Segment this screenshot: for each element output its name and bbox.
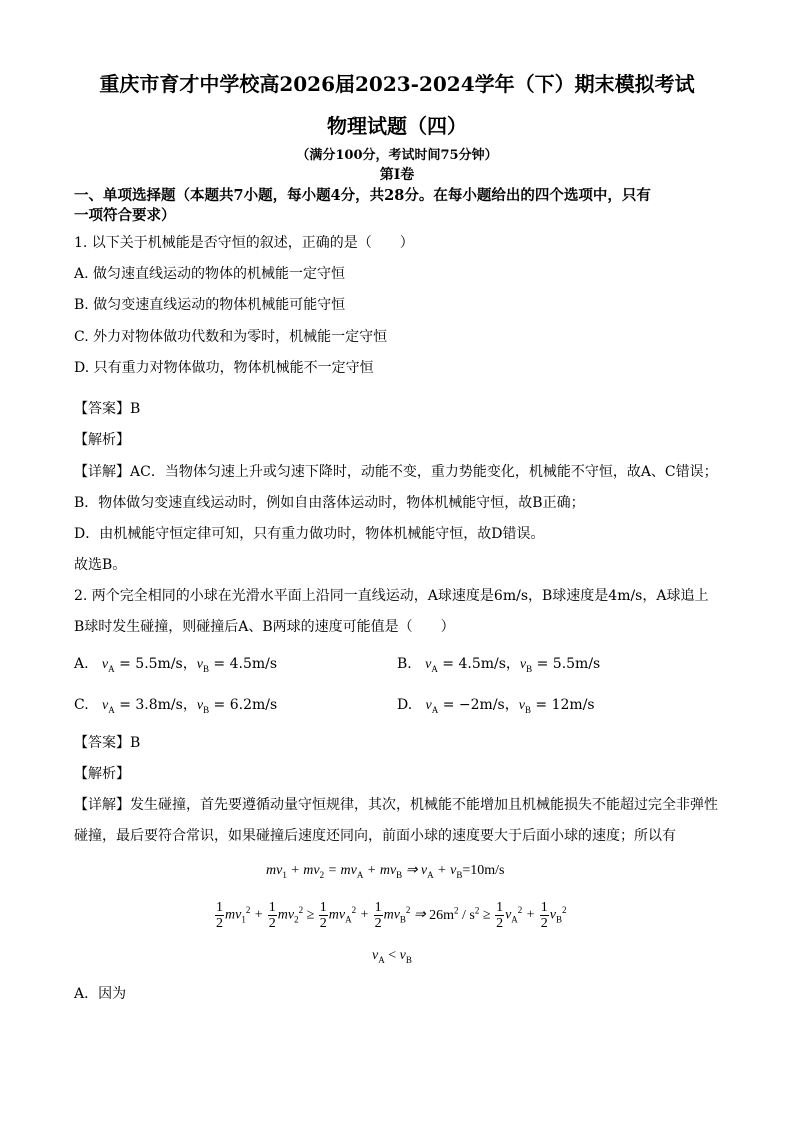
q2-detail-line1: 【详解】发生碰撞，首先要遵循动量守恒规律，其次，机械能不能增加且机械能损失不能超过完全非弹性 [74, 797, 718, 813]
q2-answer: 【答案】B [74, 735, 141, 751]
q1-option-c: C. 外力对物体做功代数和为零时，机械能一定守恒 [74, 329, 388, 345]
section-heading-line1: 一、单项选择题（本题共7小题，每小题4分，共28分。在每小题给出的四个选项中，只有 [74, 187, 651, 204]
q2-option-a-vb: 4.5m/s [229, 656, 278, 672]
q2-option-d: D. $v_A = -2m/s$，$v_B = 12m/s$ [397, 697, 595, 715]
q1-detail-line3: D．由机械能守恒定律可知，只有重力做功时，物体机械能守恒，故D错误。 [74, 526, 545, 542]
q1-detail-line4: 故选B。 [74, 557, 127, 573]
q2-option-c-va: 3.8m/s [135, 697, 183, 713]
q2-option-c-label: C. [74, 697, 89, 713]
q2-option-d-va: −2m/s [458, 697, 505, 713]
q2-option-c-vb: 6.2m/s [229, 697, 278, 713]
q2-option-b-label: B. [397, 656, 412, 672]
q1-answer: 【答案】B [74, 401, 141, 417]
velocity-order-inequality: $v_A < v_B$ [372, 948, 412, 965]
q2-option-b-va: 4.5m/s [458, 656, 506, 672]
volume-label: 第Ⅰ卷 [379, 167, 415, 183]
q2-option-a-va: 5.5m/s [135, 656, 183, 672]
momentum-equation: $mv_1 + mv_2 = mv_A + mv_B$ ⇒ $v_A + v_B=10m/s$ [266, 863, 505, 880]
momentum-equation-result: =10m/s [462, 863, 505, 878]
q2-stem-line1: 2. 两个完全相同的小球在光滑水平面上沿同一直线运动，A球速度是6m/s，B球速度是4m/s，A球追上 [74, 588, 709, 604]
q2-option-d-label: D. [397, 697, 413, 713]
q2-analysis-label: 【解析】 [74, 766, 130, 782]
q2-stem-line2: B球时发生碰撞，则碰撞后A、B两球的速度可能值是（ ） [74, 619, 455, 635]
q2-option-d-vb: 12m/s [551, 697, 595, 713]
q1-option-b: B. 做匀变速直线运动的物体机械能可能守恒 [74, 297, 346, 313]
q2-option-b: B. $v_A = 4.5m/s$，$v_B = 5.5m/s$ [397, 656, 601, 674]
energy-inequality: $\frac{1}{2}$ $mv_1^2$ + $\frac{1}{2}$ $mv_2^2$ ≥ $\frac{1}{2}$ $mv_A^2$ + $\frac{1}{2}$ $mv_B^2$ ⇒ $26m^2 / s^2$ ≥ $\frac{1}{2}$ $v_A^2$ + $\frac{1}{2}$ $v_B^2$ [216, 899, 567, 931]
exam-title-line2: 物理试题（四） [327, 114, 467, 138]
q1-detail-line1: 【详解】AC．当物体匀速上升或匀速下降时，动能不变，重力势能变化，机械能不守恒，故A、C错误； [74, 464, 718, 480]
q1-stem: 1. 以下关于机械能是否守恒的叙述，正确的是（ ） [74, 235, 414, 251]
q1-analysis-label: 【解析】 [74, 432, 130, 448]
q1-option-d: D. 只有重力对物体做功，物体机械能不一定守恒 [74, 360, 374, 376]
q1-detail-line2: B．物体做匀变速直线运动时，例如自由落体运动时，物体机械能守恒，故B正确； [74, 495, 585, 511]
velocity-order-sign: < [388, 948, 397, 963]
exam-subtitle: （满分100分，考试时间75分钟） [296, 148, 498, 163]
q2-tail-text: A．因为 [74, 986, 127, 1002]
q2-option-a: A. $v_A = 5.5m/s$，$v_B = 4.5m/s$ [74, 656, 278, 674]
q2-option-b-vb: 5.5m/s [552, 656, 601, 672]
q2-option-a-label: A. [74, 656, 89, 672]
energy-inequality-value: 26m [429, 907, 455, 923]
exam-title-line1: 重庆市育才中学校高2026届2023-2024学年（下）期末模拟考试 [99, 72, 695, 96]
q2-detail-line2: 碰撞，最后要符合常识，如果碰撞后速度还同向，前面小球的速度要大于后面小球的速度；所以有 [74, 828, 676, 844]
q1-option-a: A. 做匀速直线运动的物体的机械能一定守恒 [74, 266, 346, 282]
q2-option-c: C. $v_A = 3.8m/s$，$v_B = 6.2m/s$ [74, 697, 278, 715]
section-heading-line2: 一项符合要求） [74, 207, 176, 224]
